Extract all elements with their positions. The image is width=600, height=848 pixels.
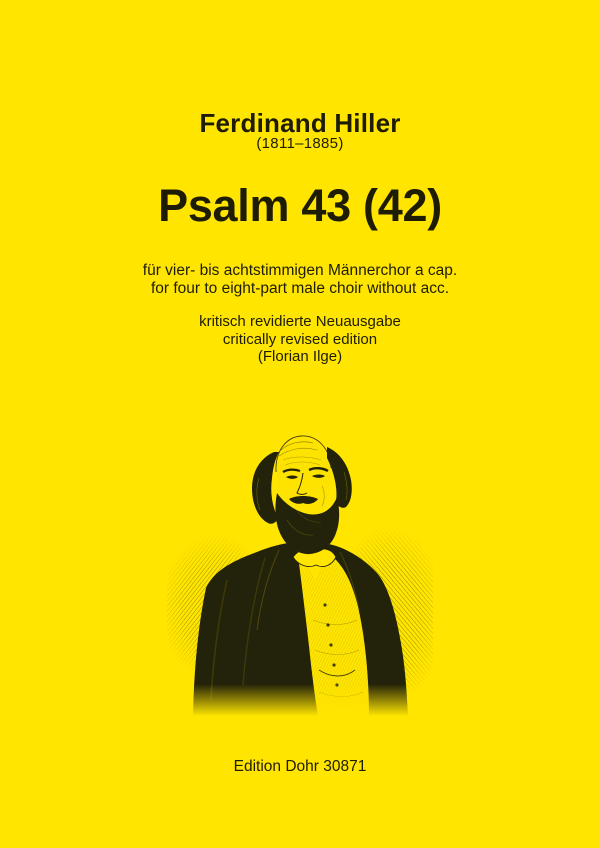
composer-name: Ferdinand Hiller <box>199 108 401 138</box>
edition-note-german: kritisch revidierte Neuausgabe <box>199 313 401 330</box>
scoring-english: for four to eight-part male choir without acc. <box>150 280 450 297</box>
scoring-german: für vier- bis achtstimmigen Männerchor a cap. <box>142 262 458 279</box>
composer-dates: (1811–1885) <box>256 135 344 152</box>
ferdinand-hiller-portrait-engraving <box>167 430 433 716</box>
editor-name: (Florian Ilge) <box>257 348 343 365</box>
publisher-imprint: Edition Dohr 30871 <box>233 758 367 775</box>
work-title: Psalm 43 (42) <box>158 180 442 231</box>
edition-note-english: critically revised edition <box>222 331 378 348</box>
